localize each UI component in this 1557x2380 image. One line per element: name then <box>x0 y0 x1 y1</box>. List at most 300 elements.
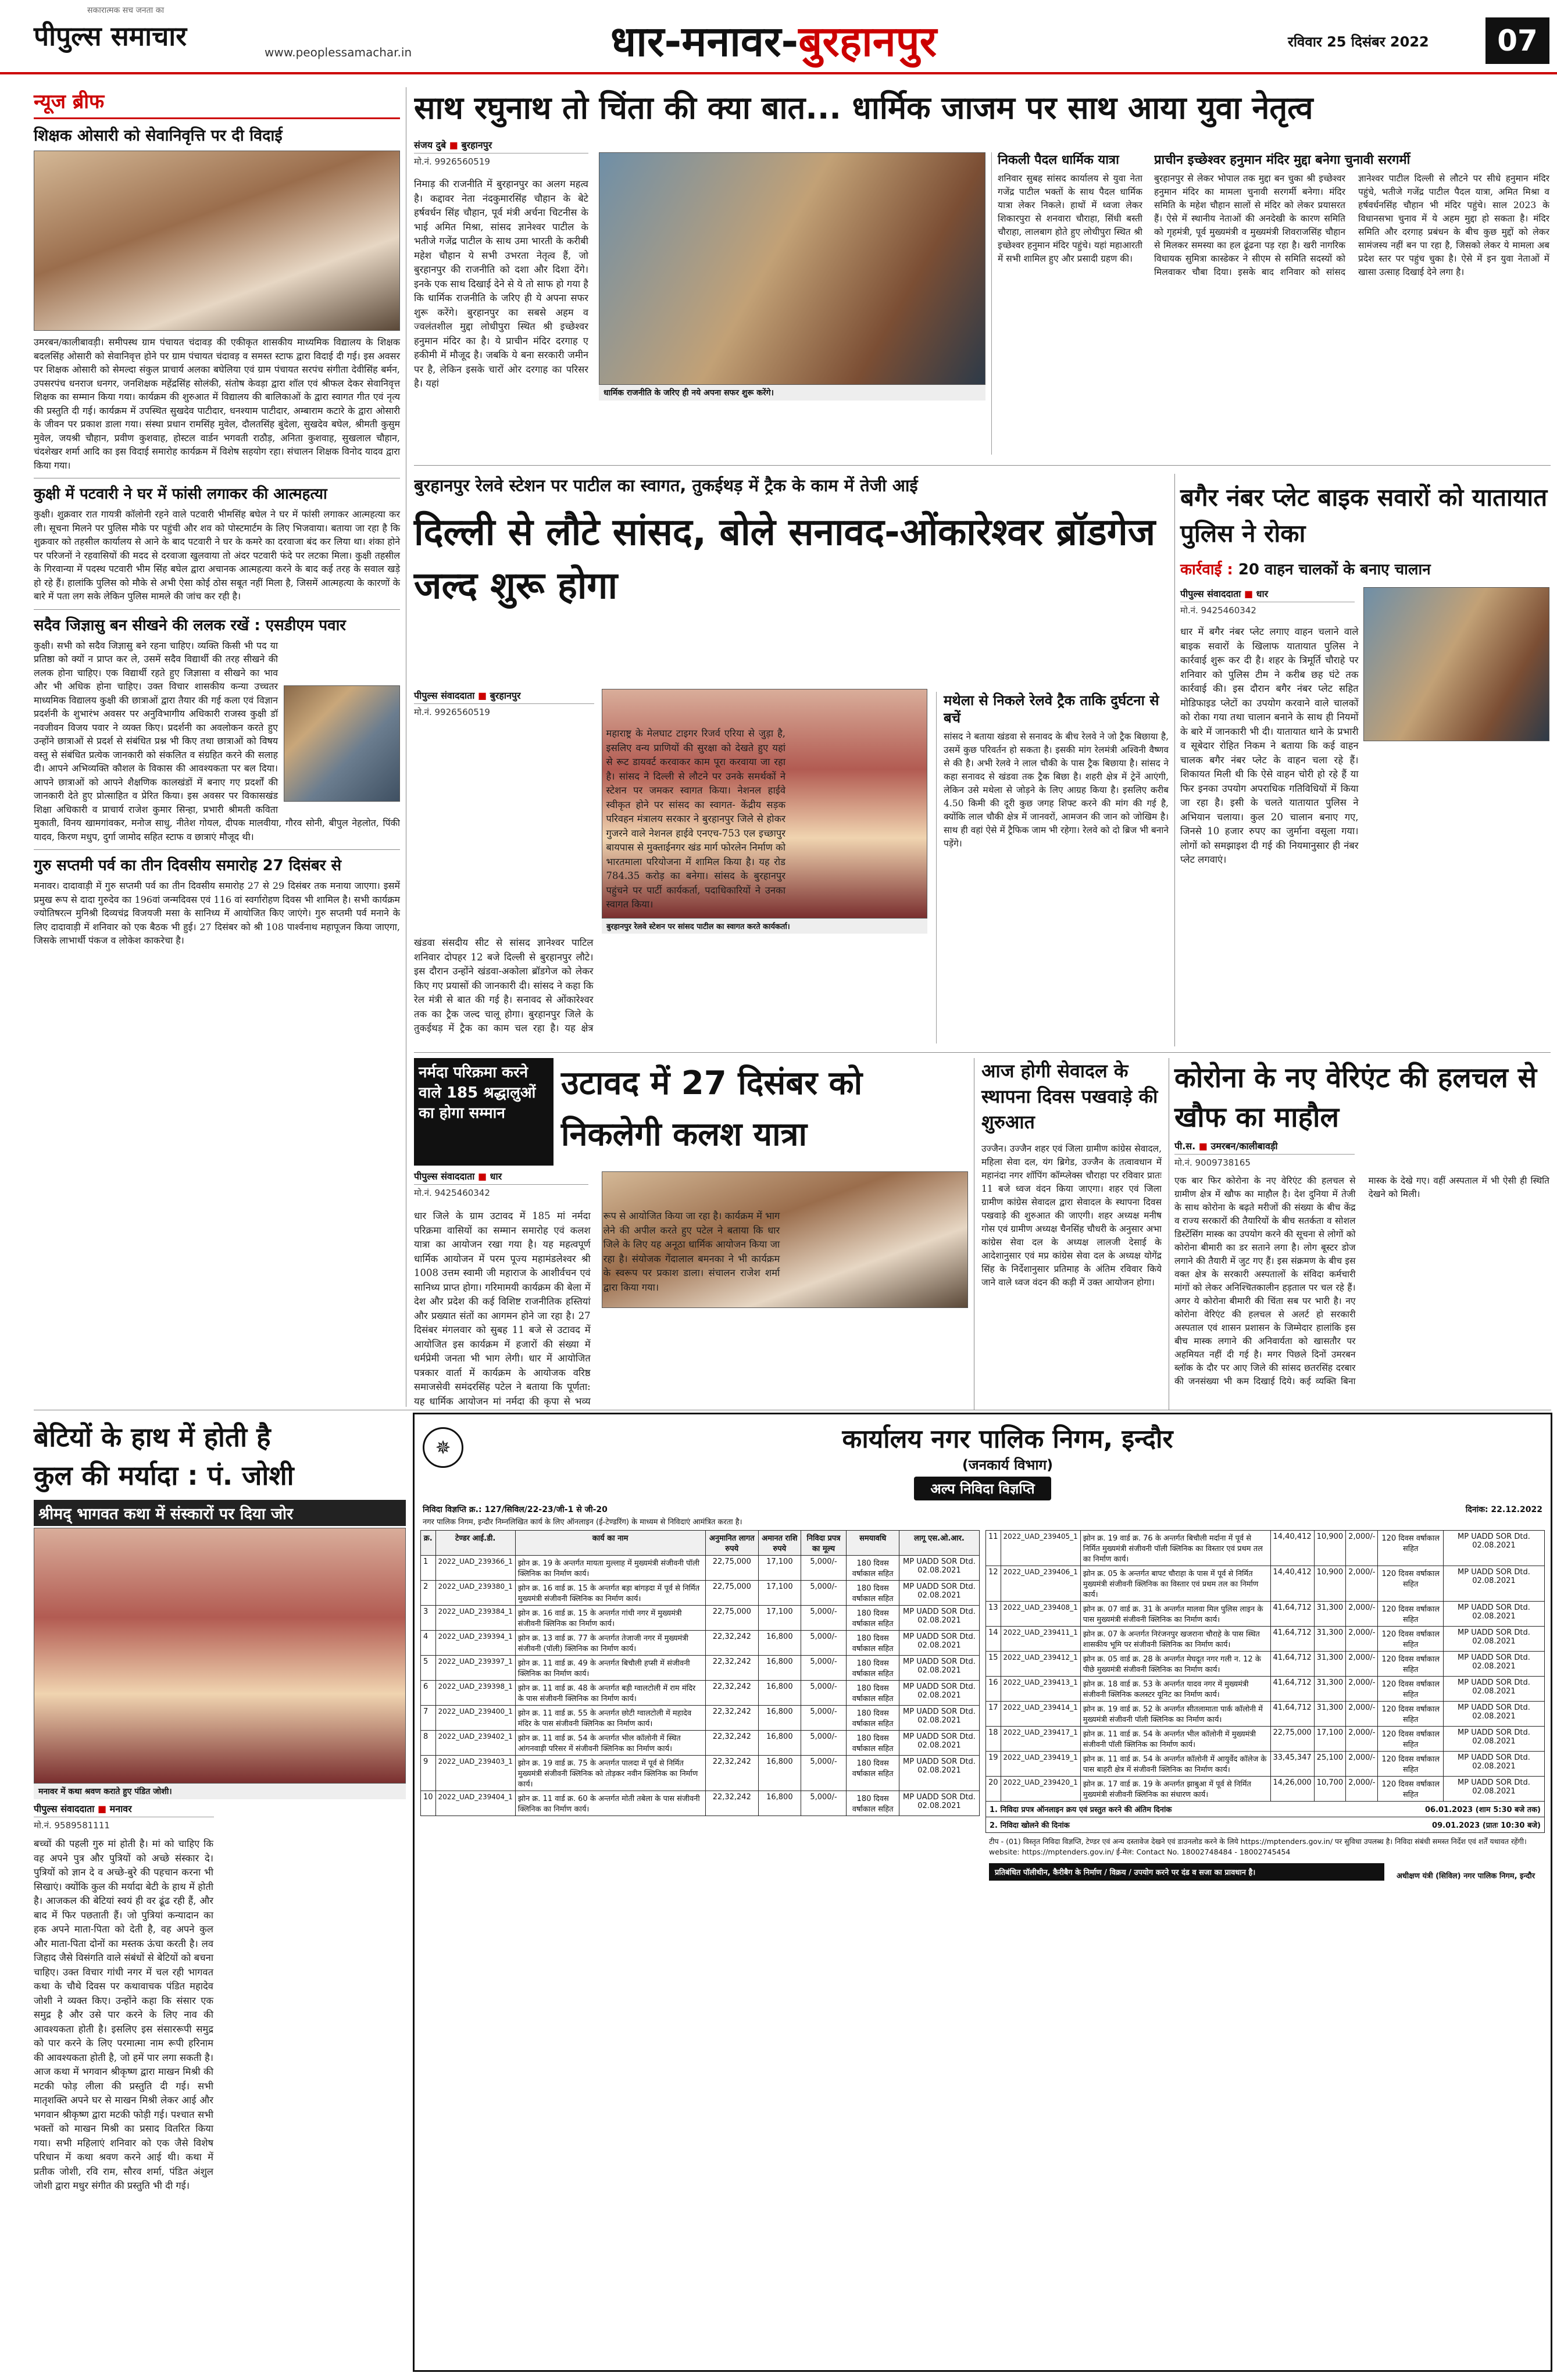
table-row <box>421 1631 980 1656</box>
bhagwat-caption: मनावर में कथा श्रवण कराते हुए पंडित जोशी। <box>34 1784 406 1799</box>
table-cell: 2022_UAD_239403_1 <box>435 1756 515 1791</box>
table-cell: 41,64,712 <box>1270 1627 1314 1652</box>
section-title-black: धार-मनावर- <box>610 17 799 66</box>
bhagwat-mobile: मो.नं. 9589581111 <box>34 1820 110 1831</box>
section-title <box>610 12 937 69</box>
table-cell: झोन क्र. 11 वार्ड क्र. 60 के अन्तर्गत मोती तबेला के पास संजीवनी क्लिनिक का निर्माण कार्य। <box>515 1791 705 1816</box>
table-cell: MP UADD SOR Dtd. 02.08.2021 <box>1443 1602 1544 1627</box>
left-column <box>34 87 400 1413</box>
table-cell: 16,800 <box>759 1731 801 1756</box>
byline-name: संजय दुबे <box>414 140 447 151</box>
table-cell: MP UADD SOR Dtd. 02.08.2021 <box>1443 1652 1544 1677</box>
tender-col-header: निविदा प्रपत्र का मूल्य <box>801 1531 847 1556</box>
mp-story-byline: पीपुल्स संवाददाता ■ बुरहानपुर <box>414 689 594 704</box>
byline-name: पीपुल्स संवाददाता <box>414 1171 475 1182</box>
byline-place: बुरहानपुर <box>490 690 521 701</box>
table-cell: 2,000/- <box>1346 1566 1378 1602</box>
table-cell: 22,32,242 <box>705 1791 759 1816</box>
table-cell: MP UADD SOR Dtd. 02.08.2021 <box>1443 1566 1544 1602</box>
table-cell: 10 <box>421 1791 436 1816</box>
table-cell: 9 <box>421 1756 436 1791</box>
tender-col-header: अनुमानित लागत रुपये <box>705 1531 759 1556</box>
table-cell: 2,000/- <box>1346 1727 1378 1752</box>
table-cell: 2,000/- <box>1346 1702 1378 1727</box>
table-cell: 10,700 <box>1314 1777 1346 1802</box>
table-cell: 17,100 <box>1314 1727 1346 1752</box>
table-cell: झोन क्र. 07 के अन्तर्गत निरंजनपुर खजराना चौराहे के पास स्थित शासकीय भूमि पर संजीवनी क्लिनिक का निर्माण कार्य। <box>1080 1627 1270 1652</box>
table-cell: 5,000/- <box>801 1791 847 1816</box>
bhagwat-headline-2: कुल की मर्यादा : पं. जोशी <box>34 1460 294 1491</box>
track-sidebar-body: सांसद ने बताया खंडवा से सनावद के बीच रेलवे ने जो ट्रैक बिछाया है, उसमें कुछ परिवर्तन हो सकता है। इसकी मांग रेलमंत्री अश्विनी वैष्णव से की है। अभी रेलवे ने लाल चौकी के पास ट्रैक बिछाया है। सांसद ने कहा सनावद से खंडवा तक ट्रैक बिछा है। शहरी क्षेत्र में ट्रेनें आएंगी, लेकिन उसे मथेला से जोड़ने के लिए आग्रह किया है। इसलिए करीब 4.50 किमी की दूरी कुछ जगह शिफ्ट करने की मांग की गई है, क्योंकि लाल चौकी क्षेत्र में जानवरों, आमजन की जान को जोखिम है। साथ ही वहां ऐसे में ट्रैफिक जाम भी रहेगा। रेलवे को दो ब्रिज भी बनाने पड़ेंगे। <box>944 731 1169 849</box>
table-cell: 8 <box>421 1731 436 1756</box>
mp-story-headline: दिल्ली से लौटे सांसद, बोले सनावद-ओंकारेश्वर ब्रॉडगेज जल्द शुरू होगा <box>414 511 1156 607</box>
table-cell: 120 दिवस वर्षाकाल सहित <box>1378 1727 1443 1752</box>
table-row <box>421 1656 980 1681</box>
corona-byline: पी.स. ■ उमरबन/कालीबावड़ी <box>1174 1139 1355 1155</box>
brief-3-photo <box>284 685 400 802</box>
table-cell: 120 दिवस वर्षाकाल सहित <box>1378 1677 1443 1702</box>
table-cell: झोन क्र. 05 के अन्तर्गत बापट चौराहा के पास में पूर्व से निर्मित मुख्यमंत्री संजीवनी क्लिनिक का विस्तार एवं प्रथम तल का निर्माण कार्य। <box>1080 1566 1270 1602</box>
table-cell: 2022_UAD_239413_1 <box>1001 1677 1080 1702</box>
news-brief-label: न्यूज ब्रीफ <box>34 87 400 119</box>
table-cell: 120 दिवस वर्षाकाल सहित <box>1378 1777 1443 1802</box>
corona-mobile: मो.नं. 9009738165 <box>1174 1157 1251 1168</box>
table-cell: झोन क्र. 19 के अन्तर्गत मायता मुल्लाह में मुख्यमंत्री संजीवनी पॉली क्लिनिक का निर्माण कार्य। <box>515 1556 705 1581</box>
table-cell: 16,800 <box>759 1631 801 1656</box>
tender-advertisement <box>413 1413 1552 2372</box>
table-cell: झोन क्र. 11 वार्ड क्र. 54 के अन्तर्गत भील कॉलोनी में स्थित आंगनवाड़ी परिसर में संजीवनी क्लिनिक का निर्माण कार्य। <box>515 1731 705 1756</box>
traffic-headline: बगैर नंबर प्लेट बाइक सवारों को यातायात पुलिस ने रोका <box>1180 483 1548 548</box>
narmada-byline-block <box>414 1170 588 1203</box>
table-row <box>986 1602 1545 1627</box>
tender-col-header: टेण्डर आई.डी. <box>435 1531 515 1556</box>
table-cell: 18 <box>986 1727 1001 1752</box>
tender-table-header <box>421 1531 980 1556</box>
divider <box>34 609 400 610</box>
table-cell: 2022_UAD_239366_1 <box>435 1556 515 1581</box>
table-cell: झोन क्र. 11 वार्ड क्र. 55 के अन्तर्गत छोटी ग्वालटोली में महादेव मंदिर के पास संजीवनी क्लिनिक का निर्माण कार्य। <box>515 1706 705 1731</box>
table-cell: MP UADD SOR Dtd. 02.08.2021 <box>1443 1727 1544 1752</box>
mp-story-mobile: मो.नं. 9926560519 <box>414 707 490 717</box>
bhagwat-subhead: श्रीमद् भागवत कथा में संस्कारों पर दिया जोर <box>34 1500 406 1526</box>
table-cell: 31,300 <box>1314 1627 1346 1652</box>
table-cell: 2,000/- <box>1346 1752 1378 1777</box>
table-cell: 180 दिवस वर्षाकाल सहित <box>847 1631 899 1656</box>
bhagwat-byline: पीपुल्स संवाददाता ■ मनावर <box>34 1802 214 1817</box>
bhagwat-headline-1: बेटियों के हाथ में होती है <box>34 1421 271 1453</box>
narmada-text: धार जिले के ग्राम उटावद में 185 मां नर्मदा परिक्रमा वासियों का सम्मान समारोह एवं कलश यात्रा का आयोजन रखा गया है। यह महत्वपूर्ण धार्मिक आयोजन में परम पूज्य महामंडलेश्वर श्री 1008 उत्तम स्वामी जी महाराज के आशीर्वचन एवं सानिध्य प्राप्त होगा। गरिमामयी कार्यक्रम की बेला में देश और प्रदेश की कई विशिष्ट राजनीतिक हस्तियां और प्रख्यात संतों का आगमन होने जा रहा है। 27 दिसंबर मंगलवार को सुबह 11 बजे से उटावद में आयोजित इस कार्यक्रम में हजारों की संख्या में धर्मप्रेमी जनता भी भाग लेगी। धार में आयोजित पत्रकार वार्ता में कार्यक्रम के आयोजक वरिष्ठ समाजसेवी समंदरसिंह पटेल ने बताया कि पूर्णता: यह धार्मिक आयोजन मां नर्मदा की कृपा से भव्य रूप से आयोजित किया जा रहा है। कार्यक्रम में भाग लेने की अपील करते हुए पटेल ने बताया कि धार जिले के लिए यह अनूठा धार्मिक आयोजन किया जा रहा है। संयोजक गेंदालाल बमनका ने भी कार्यक्रम के स्वरूप पर प्रकाश डाला। संचालन राजेश शर्मा द्वारा किया गया। <box>414 1210 780 1407</box>
table-cell: झोन क्र. 11 वार्ड क्र. 48 के अन्तर्गत बड़ी ग्वालटोली में राम मंदिर के पास संजीवनी क्लिनिक का निर्माण कार्य। <box>515 1681 705 1706</box>
table-cell: 5,000/- <box>801 1756 847 1791</box>
table-cell: 19 <box>986 1752 1001 1777</box>
table-cell: 5 <box>421 1656 436 1681</box>
table-cell: 15 <box>986 1652 1001 1677</box>
tender-intro: नगर पालिक निगम, इन्दौर निम्नलिखित कार्य के लिए ऑनलाइन (ई-टेण्डरिंग) के माध्यम से निविदाएं आमंत्रित करता है। <box>423 1518 742 1527</box>
table-cell: 41,64,712 <box>1270 1677 1314 1702</box>
table-cell: 5,000/- <box>801 1656 847 1681</box>
table-cell: 14,26,000 <box>1270 1777 1314 1802</box>
table-cell: 2022_UAD_239398_1 <box>435 1681 515 1706</box>
table-cell: 2,000/- <box>1346 1531 1378 1566</box>
tender-notice-type: अल्प निविदा विज्ञप्ति <box>914 1477 1051 1500</box>
byline-place: मनावर <box>109 1803 132 1814</box>
tender-deadlines <box>985 1802 1545 1833</box>
byline-name: पीपुल्स संवाददाता <box>414 690 475 701</box>
table-row <box>421 1581 980 1606</box>
deadline-2: 09.01.2023 (प्रातः 10:30 बजे) <box>1432 1821 1541 1830</box>
table-cell: 2 <box>421 1581 436 1606</box>
tender-date: दिनांक: 22.12.2022 <box>1465 1505 1542 1514</box>
table-cell: MP UADD SOR Dtd. 02.08.2021 <box>899 1631 979 1656</box>
byline-name: पीपुल्स संवाददाता <box>1180 588 1241 599</box>
table-cell: 5,000/- <box>801 1606 847 1631</box>
table-cell: 22,75,000 <box>1270 1727 1314 1752</box>
table-cell: 120 दिवस वर्षाकाल सहित <box>1378 1602 1443 1627</box>
corona-byline-block <box>1174 1139 1355 1173</box>
top-story-mobile: मो.नं. 9926560519 <box>414 156 490 167</box>
table-cell: 2022_UAD_239417_1 <box>1001 1727 1080 1752</box>
table-cell: झोन क्र. 11 वार्ड क्र. 54 के अन्तर्गत कॉलोनी में आयुर्वेद कॉलेज के पास बाहरी क्षेत्र में संजीवनी क्लिनिक का निर्माण कार्य। <box>1080 1752 1270 1777</box>
hanuman-temple-body: बुरहानपुर से लेकर भोपाल तक मुद्दा बन चुका श्री इच्छेश्वर हनुमान मंदिर का मामला चुनावी सरगर्मी बनेगा। मंदिर समिति के महेश चौहान सालों से मंदिर को लेकर प्रयासरत हैं। ऐसे में स्थानीय नेताओं की अनदेखी के कारण समिति को गृहमंत्री, पूर्व मुख्यमंत्री व मुख्यमंत्री शिवराजसिंह चौहान से मिलकर समस्या का हल ढूंढना पड़ रहा है। खरी नागरिक विधायक सुमित्रा कास्डेकर ने सीएम से समिति सदस्यों को मिलवाकर चौबा दिया। इसके बाद शनिवार को सांसद ज्ञानेश्वर पाटील दिल्ली से लौटने पर सीधे हनुमान मंदिर पहुंचे, भतीजे गजेंद्र पाटील पैदल यात्रा, अमित मिश्रा व हर्षवर्धनसिंह चौहान भी मंदिर पहुंचे। साल 2023 के विधानसभा चुनाव में ये अहम मुद्दा हो सकता है। मंदिर समिति और दरगाह प्रबंधन के बीच कुछ मुद्दों को लेकर सामंजस्य नहीं बन पा रहा है, जिसको लेकर ये मामला अब प्रदेश स्तर पर पहुंच चुका है। ऐसे में इन युवा नेताओं में खासा उत्साह दिखाई देने लगा है। <box>1154 173 1549 277</box>
section-title-red: बुरहानपुर <box>798 17 937 66</box>
brief-4-body: मनावर। दादावाड़ी में गुरु सप्तमी पर्व का तीन दिवसीय समारोह 27 से 29 दिसंबर तक मनाया जाएगा। इसमें प्रमुख रूप से दादा गुरुदेव का 196वां जन्मदिवस एवं 116 वां स्वर्गारोहण दिवस भी शामिल है। सभी कार्यक्रम ज्योतिषरत्न मुनिश्री दिव्यचंद्र विजयजी मसा के सानिध्य में आयोजित किए जाएंगे। गुरु सप्तमी पर्व मनाने के लिए दादावाड़ी में शनिवार को एक बैठक भी हुई। 27 दिसंबर को श्री 108 पार्श्वनाथ महापूजन किया जाएगा, जिसके लाभार्थी पंकज व लोकेश काकरेचा है। <box>34 880 400 946</box>
table-cell: 22,75,000 <box>705 1606 759 1631</box>
brief-3-headline: सदैव जिज्ञासु बन सीखने की ललक रखें : एसडीएम पवार <box>34 616 346 634</box>
table-cell: झोन क्र. 19 वार्ड क्र. 52 के अन्तर्गत सीतलामाता पार्क कॉलोनी में मुख्यमंत्री संजीवनी पॉली क्लिनिक का निर्माण कार्य। <box>1080 1702 1270 1727</box>
table-cell: 16,800 <box>759 1756 801 1791</box>
tender-dept: (जनकार्य विभाग) <box>962 1457 1054 1473</box>
brief-1-body: उमरबन/कालीबावड़ी। समीपस्थ ग्राम पंचायत चंदावड़ की एकीकृत शासकीय माध्यमिक विद्यालय के शिक्षक बदलसिंह ओसारी को सेवानिवृत्त होने पर ग्राम पंचायत चंदावड़ व समस्त स्टाफ द्वारा विदाई दी गई। इस अवसर पर शिक्षक ओसारी को सेमल्दा संकुल प्राचार्य अलका बघेलिया एवं ग्राम पंचायत सरपंच संगीता देवीसिंह बर्मन, उपसरपंच धनराज धनगर, जनशिक्षक महेंद्रसिंह सोलंकी, संतोष केवड़ा द्वारा शॉल एवं श्रीफल देकर सेवानिवृत्त शिक्षक का सम्मान किया गया। कार्यक्रम की शुरुआत में विद्यालय की बालिकाओं के द्वारा स्वागत गीत एवं नृत्य की प्रस्तुति दी गई। कार्यक्रम में उपस्थित सुखदेव पाटीदार, धनश्याम पाटीदार, अम्बाराम कटारे के द्वारा ओसारी के जीवन पर प्रकाश डाला गया। संस्था प्रधान रामसिंह मुवेल, दौलतसिंह बुंदेला, सुखदेव बघेल, श्रीमती कुसुम मुवेल, जयश्री चौहान, प्रवीण कुशवाह, होस्टल वार्डन भगवती राठौड़, अनिता कुशवाह, सुखलाल चौहान, चंदशेखर शर्मा आदि का इस विदाई समारोह कार्यक्रम में विशेष सहयोग रहा। संचालन शिक्षक विनोद यादव द्वारा किया गया। <box>34 337 400 471</box>
table-cell: 1 <box>421 1556 436 1581</box>
table-cell: 22,32,242 <box>705 1756 759 1791</box>
table-cell: झोन क्र. 11 वार्ड क्र. 54 के अन्तर्गत भील कॉलोनी में मुख्यमंत्री संजीवनी पॉली क्लिनिक का निर्माण कार्य। <box>1080 1727 1270 1752</box>
table-cell: 5,000/- <box>801 1556 847 1581</box>
table-cell: 180 दिवस वर्षाकाल सहित <box>847 1606 899 1631</box>
byline-name: पी.स. <box>1174 1141 1196 1152</box>
table-row <box>986 1531 1545 1566</box>
table-cell: 2022_UAD_239412_1 <box>1001 1652 1080 1677</box>
table-cell: 7 <box>421 1706 436 1731</box>
tender-col-header: अमानत राशि रुपये <box>759 1531 801 1556</box>
brief-4-headline: गुरु सप्तमी पर्व का तीन दिवसीय समारोह 27 दिसंबर से <box>34 857 342 874</box>
table-cell: 25,100 <box>1314 1752 1346 1777</box>
traffic-text: धार में बगैर नंबर प्लेट लगाए वाहन चलाने वाले बाइक सवारों के खिलाफ यातायात पुलिस ने कार्रवाई शुरू कर दी है। शहर के त्रिमूर्ति चौराहे पर शनिवार को पुलिस टीम ने करीब छह घंटे तक कार्रवाई की। इस दौरान बगैर नंबर प्लेट सहित मोडिफाइड प्लेटों का उपयोग करवाने वाले चालकों को रोका गया तथा चालान बनाने के साथ ही नियमों के बारे में जानकारी भी दी। यातायात थाने के प्रभारी व सूबेदार रोहित निकम ने बताया कि कई वाहन चालक बगैर नंबर प्लेट के वाहन चला रहे हैं। शिकायत मिली थी कि ऐसे वाहन चोरी हो रहे हैं या फिर इनका उपयोग अपराधिक गतिविधियों में किया जा रहा है। इसी के चलते यातायात पुलिस ने अभियान चलाया। कुल 20 चालान बनाए गए, जिनसे 10 हजार रुपए का जुर्माना वसूला गया। लोगों को समझाइश दी गई की नियमानुसार ही नंबर प्लेट लगवाएं। <box>1180 626 1359 865</box>
corona-body <box>1174 1174 1549 1410</box>
page-number: 07 <box>1485 17 1549 64</box>
table-row <box>986 1677 1545 1702</box>
table-cell: 2022_UAD_239419_1 <box>1001 1752 1080 1777</box>
table-cell: 2,000/- <box>1346 1602 1378 1627</box>
table-cell: MP UADD SOR Dtd. 02.08.2021 <box>899 1656 979 1681</box>
table-row <box>986 1627 1545 1652</box>
table-cell: 22,32,242 <box>705 1656 759 1681</box>
table-row <box>986 1727 1545 1752</box>
table-cell: 17,100 <box>759 1581 801 1606</box>
table-cell: 180 दिवस वर्षाकाल सहित <box>847 1731 899 1756</box>
byline-place: बुरहानपुर <box>461 140 492 151</box>
deadline-1-label: 1. निविदा प्रपत्र ऑनलाइन क्रय एवं प्रस्तुत करने की अंतिम दिनांक <box>990 1806 1172 1814</box>
table-cell: 2022_UAD_239414_1 <box>1001 1702 1080 1727</box>
table-cell: 31,300 <box>1314 1677 1346 1702</box>
table-row <box>421 1731 980 1756</box>
table-cell: 17,100 <box>759 1556 801 1581</box>
table-cell: 2022_UAD_239408_1 <box>1001 1602 1080 1627</box>
table-cell: 2022_UAD_239406_1 <box>1001 1566 1080 1602</box>
subhead-black: 20 वाहन चालकों के बनाए चालान <box>1238 561 1431 578</box>
table-cell: 2,000/- <box>1346 1777 1378 1802</box>
table-cell: 11 <box>986 1531 1001 1566</box>
table-cell: 180 दिवस वर्षाकाल सहित <box>847 1756 899 1791</box>
brief-1-photo <box>34 151 400 331</box>
table-cell: झोन क्र. 19 वार्ड क्र. 76 के अन्तर्गत बिचौली मर्दाना में पूर्व से निर्मित मुख्यमंत्री संजीवनी पॉली क्लिनिक का विस्तार एवं प्रथम तल का निर्माण कार्य। <box>1080 1531 1270 1566</box>
table-cell: 41,64,712 <box>1270 1702 1314 1727</box>
table-cell: 180 दिवस वर्षाकाल सहित <box>847 1681 899 1706</box>
top-story-body: निमाड़ की राजनीति में बुरहानपुर का अलग महत्व है। कद्दावर नेता नंदकुमारसिंह चौहान के बेटे हर्षवर्धन सिंह चौहान, पूर्व मंत्री अर्चना चिटनीस के भाई अमित मिश्रा, सांसद ज्ञानेश्वर पाटील के भतीजे गजेंद्र पाटील के साथ उमा भारती के करीबी महेश चौहान ये सभी उभरता नेतृत्व हैं, जो बुरहानपुर की राजनीति को दशा और दिशा देंगे। इनके एक साथ दिखाई देने से ये तो साफ हो गया है कि धार्मिक राजनीति के जरिए ही ये अपना सफर शुरू करेंगे। बुरहानपुर का सबसे अहम व ज्वलंतशील मुद्दा लोधीपुरा स्थित श्री इच्छेश्वर हनुमान मंदिर का है। ये प्राचीन मंदिर दरगाह ए हकीमी में मौजूद है। जबकि ये बना सरकारी जमीन पर है, लेकिन इसके चारों ओर दरगाह का परिसर है। यहां <box>414 178 588 389</box>
tender-table-left <box>420 1530 980 1816</box>
table-cell: 31,300 <box>1314 1602 1346 1627</box>
table-cell: 14 <box>986 1627 1001 1652</box>
table-cell: 22,75,000 <box>705 1556 759 1581</box>
corona-headline: कोरोना के नए वेरिएंट की हलचल से खौफ का माहौल <box>1174 1062 1537 1134</box>
pedal-yatra-headline: निकली पैदल धार्मिक यात्रा <box>998 153 1119 167</box>
corona-text: एक बार फिर कोरोना के नए वेरिएंट की हलचल से ग्रामीण क्षेत्र में खौफ का माहौल है। देश दुनिया में तेजी के साथ कोरोना के बढ़ते मरीजों की संख्या के बीच केंद्र व राज्य सरकारों की तैयारियों के बीच सतर्कता व सोशल डिस्टेंसिंग मास्क का उपयोग करने की सूचना से लोगों को कोरोना बीमारी का डर सताने लगा है। लोग बूस्टर डोज लगाने की तैयारी में जुट गए हैं। इस संक्रमण के बीच इस वक्त क्षेत्र के सरकारी अस्पतालों के संविदा कर्मचारी मांगों को लेकर अनिश्चितकालीन हड़ताल पर चल रहे हैं। अगर ये कोरोना बीमारी की चिंता सब पर भारी है। नए कोरोना वेरिएंट की हलचल से अलर्ट हो सरकारी अस्पताल एवं शासन प्रशासन के जिम्मेदार हालांकि इस बीच मास्क लगाने की अनिवार्यता को खासतौर पर अहमियत नहीं दी गई है। मगर पिछले दिनों उमरबन ब्लॉक के दौर पर आए जिले की सांसद छतरसिंह दरबार की जनसंख्या भी कम दिखाई दिये। कई व्यक्ति बिना मास्क के देखे गए। वहीं अस्पताल में भी ऐसी ही स्थिति देखने को मिली। <box>1174 1175 1549 1386</box>
table-cell: 22,32,242 <box>705 1631 759 1656</box>
narmada-mobile: मो.नं. 9425460342 <box>414 1188 490 1198</box>
table-row <box>421 1556 980 1581</box>
table-cell: 16 <box>986 1677 1001 1702</box>
brief-2-headline: कुक्षी में पटवारी ने घर में फांसी लगाकर की आत्महत्या <box>34 485 327 503</box>
tender-footer-warning: प्रतिबंधित पॉलीथीन, कैरीबैग के निर्माण / विक्रय / उपयोग करने पर दंड व सजा का प्रावधान है। <box>989 1863 1384 1881</box>
table-cell: 14,40,412 <box>1270 1531 1314 1566</box>
table-cell: 120 दिवस वर्षाकाल सहित <box>1378 1627 1443 1652</box>
table-row <box>421 1706 980 1731</box>
table-cell: 10,900 <box>1314 1566 1346 1602</box>
table-cell: 2,000/- <box>1346 1652 1378 1677</box>
table-cell: झोन क्र. 17 वार्ड क्र. 19 के अन्तर्गत झाबुआ में पूर्व से निर्मित मुख्यमंत्री संजीवनी क्लिनिक का संधारण कार्य। <box>1080 1777 1270 1802</box>
table-cell: 2,000/- <box>1346 1627 1378 1652</box>
table-cell: 5,000/- <box>801 1706 847 1731</box>
deadline-2-label: 2. निविदा खोलने की दिनांक <box>990 1821 1070 1830</box>
table-row <box>986 1777 1545 1802</box>
top-story-headline: साथ रघुनाथ तो चिंता की क्या बात... धार्मिक जाजम पर साथ आया युवा नेतृत्व <box>414 90 1313 126</box>
tender-ref: निविदा विज्ञप्ति क्र.: 127/सिविल/22-23/जी-1 से जी-20 <box>423 1505 608 1514</box>
table-cell: MP UADD SOR Dtd. 02.08.2021 <box>899 1706 979 1731</box>
table-cell: 22,32,242 <box>705 1681 759 1706</box>
table-row <box>421 1756 980 1791</box>
newspaper-logo: पीपुल्स समाचार <box>34 20 187 52</box>
table-cell: 17,100 <box>759 1606 801 1631</box>
table-cell: झोन क्र. 16 वार्ड क्र. 15 के अन्तर्गत बड़ा बांगड़दा में पूर्व से निर्मित मुख्यमंत्री संजीवनी क्लिनिक का निर्माण कार्य। <box>515 1581 705 1606</box>
table-cell: 12 <box>986 1566 1001 1602</box>
website-url[interactable]: www.peoplessamachar.in <box>265 45 412 59</box>
table-cell: 120 दिवस वर्षाकाल सहित <box>1378 1702 1443 1727</box>
table-cell: 120 दिवस वर्षाकाल सहित <box>1378 1566 1443 1602</box>
table-cell: झोन क्र. 07 वार्ड क्र. 31 के अन्तर्गत मालवा मिल पुलिस लाइन के पास मुख्यमंत्री संजीवनी क्लिनिक का निर्माण कार्य। <box>1080 1602 1270 1627</box>
table-cell: 2022_UAD_239400_1 <box>435 1706 515 1731</box>
table-cell: 180 दिवस वर्षाकाल सहित <box>847 1656 899 1681</box>
table-cell: झोन क्र. 11 वार्ड क्र. 49 के अन्तर्गत बिचौली हप्सी में संजीवनी क्लिनिक का निर्माण कार्य। <box>515 1656 705 1681</box>
table-cell: 2022_UAD_239404_1 <box>435 1791 515 1816</box>
bhagwat-body <box>34 1837 406 2372</box>
traffic-byline-block <box>1180 587 1355 621</box>
table-cell: MP UADD SOR Dtd. 02.08.2021 <box>899 1606 979 1631</box>
mp-story-kicker: बुरहानपुर रेलवे स्टेशन पर पाटील का स्वागत, तुकईथड़ में ट्रैक के काम में तेजी आई <box>414 476 918 495</box>
sevadal-body: उज्जैन। उज्जैन शहर एवं जिला ग्रामीण कांग्रेस सेवादल, महिला सेवा दल, यंग ब्रिगेड, उज्जैन के तत्वावधान में महानंदा नगर शॉपिंग कॉम्प्लेक्स चौराहा पर रविवार प्रातः 11 बजे ध्वज वंदन किया जाएगा। शहर एवं जिला ग्रामीण कांग्रेस सेवादल द्वारा सेवादल के स्थापना दिवस पखवाड़े की शुरुआत की जाएगी। शहर अध्यक्ष मनीष गोस एवं ग्रामीण अध्यक्ष चैनसिंह चौधरी के अनुसार अभा कांग्रेस सेवा दल के अध्यक्ष लालजी देसाई के आदेशानुसार एवं मप्र कांग्रेस सेवा दल के अध्यक्ष योगेंद्र सिंह के निर्देशानुसार प्रतिमाह के अंतिम रविवार किये जाने वाले ध्वज वंदन की कड़ी में उक्त आयोजन होगा। <box>981 1143 1162 1288</box>
table-cell: 120 दिवस वर्षाकाल सहित <box>1378 1752 1443 1777</box>
section-rule <box>414 1052 1551 1053</box>
table-cell: 22,32,242 <box>705 1706 759 1731</box>
table-cell: MP UADD SOR Dtd. 02.08.2021 <box>899 1681 979 1706</box>
table-cell: 2022_UAD_239402_1 <box>435 1731 515 1756</box>
table-row <box>986 1652 1545 1677</box>
byline-name: पीपुल्स संवाददाता <box>34 1803 95 1814</box>
table-cell: 2022_UAD_239405_1 <box>1001 1531 1080 1566</box>
table-row <box>421 1606 980 1631</box>
table-cell: MP UADD SOR Dtd. 02.08.2021 <box>1443 1777 1544 1802</box>
table-cell: 41,64,712 <box>1270 1602 1314 1627</box>
tender-office-title: कार्यालय नगर पालिक निगम, इन्दौर <box>842 1424 1173 1454</box>
tender-table-right-wrap <box>985 1530 1545 1883</box>
sidebar-pedal-yatra <box>991 152 1142 455</box>
narmada-body <box>414 1209 969 1410</box>
table-row <box>421 1791 980 1816</box>
table-cell: 6 <box>421 1681 436 1706</box>
tender-table-right <box>985 1530 1545 1802</box>
brief-1-headline: शिक्षक ओसारी को सेवानिवृत्ति पर दी विदाई <box>34 127 283 145</box>
narmada-box-headline: नर्मदा परिक्रमा करने वाले 185 श्रद्धालुओं का होगा सम्मान <box>414 1058 553 1166</box>
pedal-yatra-body: शनिवार सुबह सांसद कार्यालय से युवा नेता गजेंद्र पाटील भक्तों के साथ पैदल धार्मिक यात्रा लेकर निकले। हाथों में ध्वजा लेकर शिकारपुरा से शनवारा चौराहा, सिंधी बस्ती चौराहा, लालबाग होते हुए लोधीपुरा स्थित श्री इच्छेश्वर हनुमान मंदिर पहुंचे। यहां महाआरती में सभी शामिल हुए और प्रसादी ग्रहण की। <box>998 173 1142 264</box>
table-cell: 22,32,242 <box>705 1731 759 1756</box>
emblem-icon: ✵ <box>423 1427 463 1468</box>
table-cell: 13 <box>986 1602 1001 1627</box>
issue-date: रविवार 25 दिसंबर 2022 <box>1288 34 1429 50</box>
traffic-body <box>1180 625 1549 1044</box>
table-cell: MP UADD SOR Dtd. 02.08.2021 <box>1443 1702 1544 1727</box>
table-cell: झोन क्र. 05 वार्ड क्र. 28 के अन्तर्गत मेघदूत नगर गली न. 12 के पीछे मुख्यमंत्री संजीवनी क्लिनिक का निर्माण कार्य। <box>1080 1652 1270 1677</box>
table-cell: 20 <box>986 1777 1001 1802</box>
table-cell: 16,800 <box>759 1656 801 1681</box>
table-cell: MP UADD SOR Dtd. 02.08.2021 <box>899 1731 979 1756</box>
table-cell: 180 दिवस वर्षाकाल सहित <box>847 1791 899 1816</box>
table-cell: 31,300 <box>1314 1652 1346 1677</box>
top-story-byline-block <box>414 138 588 172</box>
mp-story-text: खंडवा संसदीय सीट से सांसद ज्ञानेश्वर पाटिल शनिवार दोपहर 12 बजे दिल्ली से बुरहानपुर लौटे। इस दौरान उन्होंने खंडवा-अकोला ब्रॉडगेज को लेकर किए गए प्रयासों की जानकारी दी। सांसद ने कहा कि रेल मंत्री से बात की गई है। सनावद से ओंकारेश्वर तक का ट्रैक जल्द चालू होगा। बुरहानपुर जिले के तुकईथड़ में ट्रैक का काम चल रहा है। यह क्षेत्र महाराष्ट्र के मेलघाट टाइगर रिजर्व एरिया से जुड़ा है, इसलिए वन्य प्राणियों की सुरक्षा को देखते हुए यहां से रूट डायवर्ट करवाकर काम पूरा करवाया जा रहा है। सांसद ने दिल्ली से लौटने पर उनके समर्थकों ने स्टेशन पर जमकर स्वागत किया। नेशनल हाईवे स्वीकृत होने पर सांसद का स्वागत- केंद्रीय सड़क परिवहन मंत्रालय सरकार ने बुरहानपुर जिले से होकर गुजरने वाले नेशनल हाईवे एनएच-753 एल इच्छापुर बायपास से मुक्ताईनगर खंड मार्ग फोरलेन निर्माण को भारतमाला परियोजना में शामिल किया है। यह रोड 784.35 करोड़ का बनेगा। सांसद के बुरहानपुर पहुंचने पर पार्टी कार्यकर्ता, पदाधिकारियों ने उनका स्वागत किया। <box>414 728 785 1034</box>
subhead-red: कार्रवाई : <box>1180 561 1233 578</box>
table-cell: 3 <box>421 1606 436 1631</box>
mp-story-caption: बुरहानपुर रेलवे स्टेशन पर सांसद पाटील का स्वागत करते कार्यकर्ता। <box>602 919 927 934</box>
bhagwat-byline-block <box>34 1802 214 1836</box>
track-sidebar-headline: मथेला से निकले रेलवे ट्रैक ताकि दुर्घटना से बचें <box>944 692 1159 726</box>
track-sidebar <box>936 692 1169 1044</box>
table-cell: 41,64,712 <box>1270 1652 1314 1677</box>
table-cell: 2,000/- <box>1346 1677 1378 1702</box>
top-story-caption: धार्मिक राजनीति के जरिए ही नये अपना सफर शुरू करेंगे। <box>599 385 985 401</box>
column-spacer <box>414 727 594 936</box>
bhagwat-photo <box>34 1528 406 1784</box>
section-rule <box>414 465 1551 466</box>
sidebar-hanuman-temple <box>1154 152 1549 455</box>
table-cell: 5,000/- <box>801 1681 847 1706</box>
table-cell: 5,000/- <box>801 1731 847 1756</box>
table-cell: 180 दिवस वर्षाकाल सहित <box>847 1556 899 1581</box>
table-row <box>421 1681 980 1706</box>
table-cell: MP UADD SOR Dtd. 02.08.2021 <box>899 1556 979 1581</box>
byline-place: उमरबन/कालीबावड़ी <box>1210 1141 1278 1152</box>
sevadal-headline: आज होगी सेवादल के स्थापना दिवस पखवाड़े की शुरुआत <box>981 1060 1158 1133</box>
table-cell: 31,300 <box>1314 1702 1346 1727</box>
tender-header <box>415 1414 1551 1477</box>
top-story-byline: संजय दुबे ■ बुरहानपुर <box>414 138 588 153</box>
table-cell: झोन क्र. 16 वार्ड क्र. 15 के अन्तर्गत गांधी नगर में मुख्यमंत्री संजीवनी क्लिनिक का निर्माण कार्य। <box>515 1606 705 1631</box>
table-cell: 2022_UAD_239397_1 <box>435 1656 515 1681</box>
byline-place: धार <box>490 1171 502 1182</box>
divider <box>34 849 400 850</box>
table-cell: MP UADD SOR Dtd. 02.08.2021 <box>1443 1627 1544 1652</box>
table-cell: 33,45,347 <box>1270 1752 1314 1777</box>
table-row <box>986 1752 1545 1777</box>
tender-col-header: समयावधि <box>847 1531 899 1556</box>
table-cell: 14,40,412 <box>1270 1566 1314 1602</box>
table-cell: 5,000/- <box>801 1581 847 1606</box>
table-cell: 17 <box>986 1702 1001 1727</box>
table-cell: MP UADD SOR Dtd. 02.08.2021 <box>1443 1752 1544 1777</box>
brief-2-body: कुक्षी। शुक्रवार रात गायत्री कॉलोनी रहने वाले पटवारी भीमसिंह बघेल ने घर में फांसी लगाकर आत्महत्या कर ली। सूचना मिलने पर पुलिस मौके पर पहुंची और शव को पोस्टमार्टम के लिए भिजवाया। बताया जा रहा है कि शुक्रवार को तहसील कार्यालय से आने के बाद पटवारी ने घर के कमरे का दरवाजा बंद कर लिया था। शंका होने पर परिजनों ने रहवासियों की मदद से दरवाजा खुलवाया तो अंदर पटवारी फंदे पर लटका मिला। कुक्षी तहसील के गिरवान्या में पदस्थ पटवारी भीम सिंह बघेल द्वारा अचानक आत्महत्या करने के बाद कई तरह के सवाल खड़े हो रहे हैं। हालांकि पुलिस को मौके से अभी ऐसा कोई ठोस सबूत नहीं मिला है, जिसमें आत्महत्या के कारणों के बारे में पता लग सके लेकिन पुलिस मामले की जांच कर रही है। <box>34 509 400 602</box>
table-cell: 16,800 <box>759 1706 801 1731</box>
narmada-byline: पीपुल्स संवाददाता ■ धार <box>414 1170 588 1185</box>
traffic-mobile: मो.नं. 9425460342 <box>1180 605 1256 616</box>
table-cell: MP UADD SOR Dtd. 02.08.2021 <box>1443 1677 1544 1702</box>
table-cell: MP UADD SOR Dtd. 02.08.2021 <box>899 1756 979 1791</box>
traffic-byline: पीपुल्स संवाददाता ■ धार <box>1180 587 1355 602</box>
table-cell: 22,75,000 <box>705 1581 759 1606</box>
tender-signatory: अधीक्षण यंत्री (सिविल) नगर पालिक निगम, इन्दौर <box>1396 1872 1535 1881</box>
table-cell: 2022_UAD_239411_1 <box>1001 1627 1080 1652</box>
table-cell: 120 दिवस वर्षाकाल सहित <box>1378 1531 1443 1566</box>
table-cell: MP UADD SOR Dtd. 02.08.2021 <box>899 1791 979 1816</box>
deadline-1: 06.01.2023 (शाम 5:30 बजे तक) <box>1424 1806 1541 1814</box>
logo-tagline: सकारात्मक सच जनता का <box>87 6 165 15</box>
table-cell: 5,000/- <box>801 1631 847 1656</box>
tender-table-left-wrap <box>420 1530 980 1883</box>
table-row <box>986 1566 1545 1602</box>
table-cell: 10,900 <box>1314 1531 1346 1566</box>
table-cell: MP UADD SOR Dtd. 02.08.2021 <box>899 1581 979 1606</box>
table-cell: 16,800 <box>759 1681 801 1706</box>
narmada-headline: उटावद में 27 दिसंबर को निकलेगी कलश यात्रा <box>561 1064 863 1153</box>
table-cell: 180 दिवस वर्षाकाल सहित <box>847 1706 899 1731</box>
table-cell: 180 दिवस वर्षाकाल सहित <box>847 1581 899 1606</box>
bhagwat-text: बच्चों की पहली गुरु मां होती है। मां को चाहिए कि वह अपने पुत्र और पुत्रियों को अच्छे संस्कार दे। पुत्रियों को ज्ञान दे व अच्छे-बुरे की पहचान करना भी सिखाएं। क्योंकि कुल की मर्यादा बेटी के हाथ में होती है। आजकल की बेटियां स्वयं ही वर ढूंढ रही हैं, और बाद में फिर पछताती हैं। जो पुत्रियां कन्यादान का हक अपने माता-पिता को देती है, वह अपने कुल और माता-पिता दोनों का मस्तक ऊंचा करती है। लव जिहाद जैसे विसंगति वाले संबंधों से बेटियों को बचना चाहिए। उक्त विचार गांधी नगर में चल रही भागवत कथा के चौथे दिवस पर कथावाचक पंडित महादेव जोशी ने व्यक्त किए। उन्होंने कहा कि संसार एक समुद्र है और उसे पार करने के लिए नाव की आवश्यकता होती है। इसलिए इस संसाररूपी समुद्र को पार करने के लिए परमात्मा नाम रूपी हरिनाम की आवश्यकता होती है, जो हमें पार लगा सकती है। आज कथा में भगवान श्रीकृष्ण द्वारा माखन मिश्री की मटकी फोड़ लीला की प्रस्तुति दी गई। सभी मातृशक्ति अपने घर से माखन मिश्री लेकर आई और भगवान श्रीकृष्ण द्वारा मटकी फोड़ी गई। पश्चात सभी भक्तों को माखन मिश्री का प्रसाद वितरित किया गया। सभी महिलाएं शनिवार को एक जैसे विशेष परिधान में कथा श्रवण करने आई थी। कथा में प्रतीक जोशी, रवि राम, सौरव शर्मा, पंडित अंशुल जोशी द्वारा मधुर संगीत की प्रस्तुति भी दी गई। <box>34 1838 213 2191</box>
mp-story-byline-block <box>414 689 594 723</box>
byline-place: धार <box>1256 588 1269 599</box>
table-row <box>986 1702 1545 1727</box>
brief-3-body: कुक्षी। सभी को सदैव जिज्ञासु बने रहना चाहिए। व्यक्ति किसी भी पद या प्रतिष्ठा को क्यों न प्राप्त कर ले, उसमें सदैव विद्यार्थी की तरह सीखने की ललक होना चाहिए। एक विद्यार्थी रहते हुए जिज्ञासा व सीखने का भाव और भी अधिक होना चाहिए। उक्त विचार शासकीय कन्या उच्चतर माध्यमिक विद्यालय कुक्षी की छात्राओं द्वारा तैयार की गई कला एवं विज्ञान प्रदर्शनी के शुभारंभ अवसर पर अनुविभागीय अधिकारी राजस्व कुक्षी डॉ नवजीवन विजय पवार ने व्यक्त किए। प्रदर्शनी का अवलोकन करते हुए उन्होंने छात्राओं से प्रदर्श से संबंधित प्रश्न भी किए तथा छात्राओं को विषय वस्तु से संबंधित प्रत्येक जानकारी को संकलित व संग्रहित करने की सलाह दी। आपने अभिव्यक्ति कौशल के विकास की आवश्यकता पर बल दिया। आपने छात्राओं को आपने शैक्षणिक कालखंडों में बनाए गए प्रदर्शों की जानकारी देते हुए प्रोत्साहित व प्रेरित किया। इस अवसर पर विकासखंड शिक्षा अधिकारी व प्राचार्य राजेश कुमार सिन्हा, प्रभारी श्रीमती कविता मुकाती, विनय खामगांवकर, मनोज साधु, नीतेश गोयल, दीपक मालवीया, गौरव सोनी, बीपुल नेहलोत, पिंकी यादव, किरण मधुप, दुर्गा जामोद सहित स्टाफ व छात्राएं मौजूद थी। <box>34 639 400 842</box>
table-cell: 2022_UAD_239420_1 <box>1001 1777 1080 1802</box>
table-cell: MP UADD SOR Dtd. 02.08.2021 <box>1443 1531 1544 1566</box>
table-cell: झोन क्र. 18 वार्ड क्र. 53 के अन्तर्गत यादव नगर में मुख्यमंत्री संजीवनी क्लिनिक कलस्टर यूनिट का निर्माण कार्य। <box>1080 1677 1270 1702</box>
traffic-subhead <box>1180 558 1552 579</box>
table-cell: 2022_UAD_239380_1 <box>435 1581 515 1606</box>
table-cell: 2022_UAD_239394_1 <box>435 1631 515 1656</box>
table-cell: 120 दिवस वर्षाकाल सहित <box>1378 1652 1443 1677</box>
table-cell: झोन क्र. 19 वार्ड क्र. 75 के अन्तर्गत पालदा में पूर्व से निर्मित मुख्यमंत्री संजीवनी क्लिनिक को तोड़कर नवीन क्लिनिक का निर्माण कार्य। <box>515 1756 705 1791</box>
tender-col-header: लागू एस.ओ.आर. <box>899 1531 979 1556</box>
column-rule <box>1174 474 1175 1046</box>
hanuman-temple-headline: प्राचीन इच्छेश्वर हनुमान मंदिर मुद्दा बनेगा चुनावी सरगर्मी <box>1154 153 1410 167</box>
tender-note: टीप - (01) विस्तृत निविदा विज्ञप्ति, टेण्डर एवं अन्य दस्तावेज देखने एवं डाउनलोड करने के लिये https://mptenders.gov.in/ पर सुविधा उपलब्ध है। निविदा संबंधी समस्त निर्देश एवं शर्तें यथावत रहेंगी। website: https://mptenders.gov.in/ ई-मेल: Contact No. 18002748484 - 18002745454 <box>989 1837 1527 1856</box>
table-cell: 16,800 <box>759 1791 801 1816</box>
table-cell: 4 <box>421 1631 436 1656</box>
